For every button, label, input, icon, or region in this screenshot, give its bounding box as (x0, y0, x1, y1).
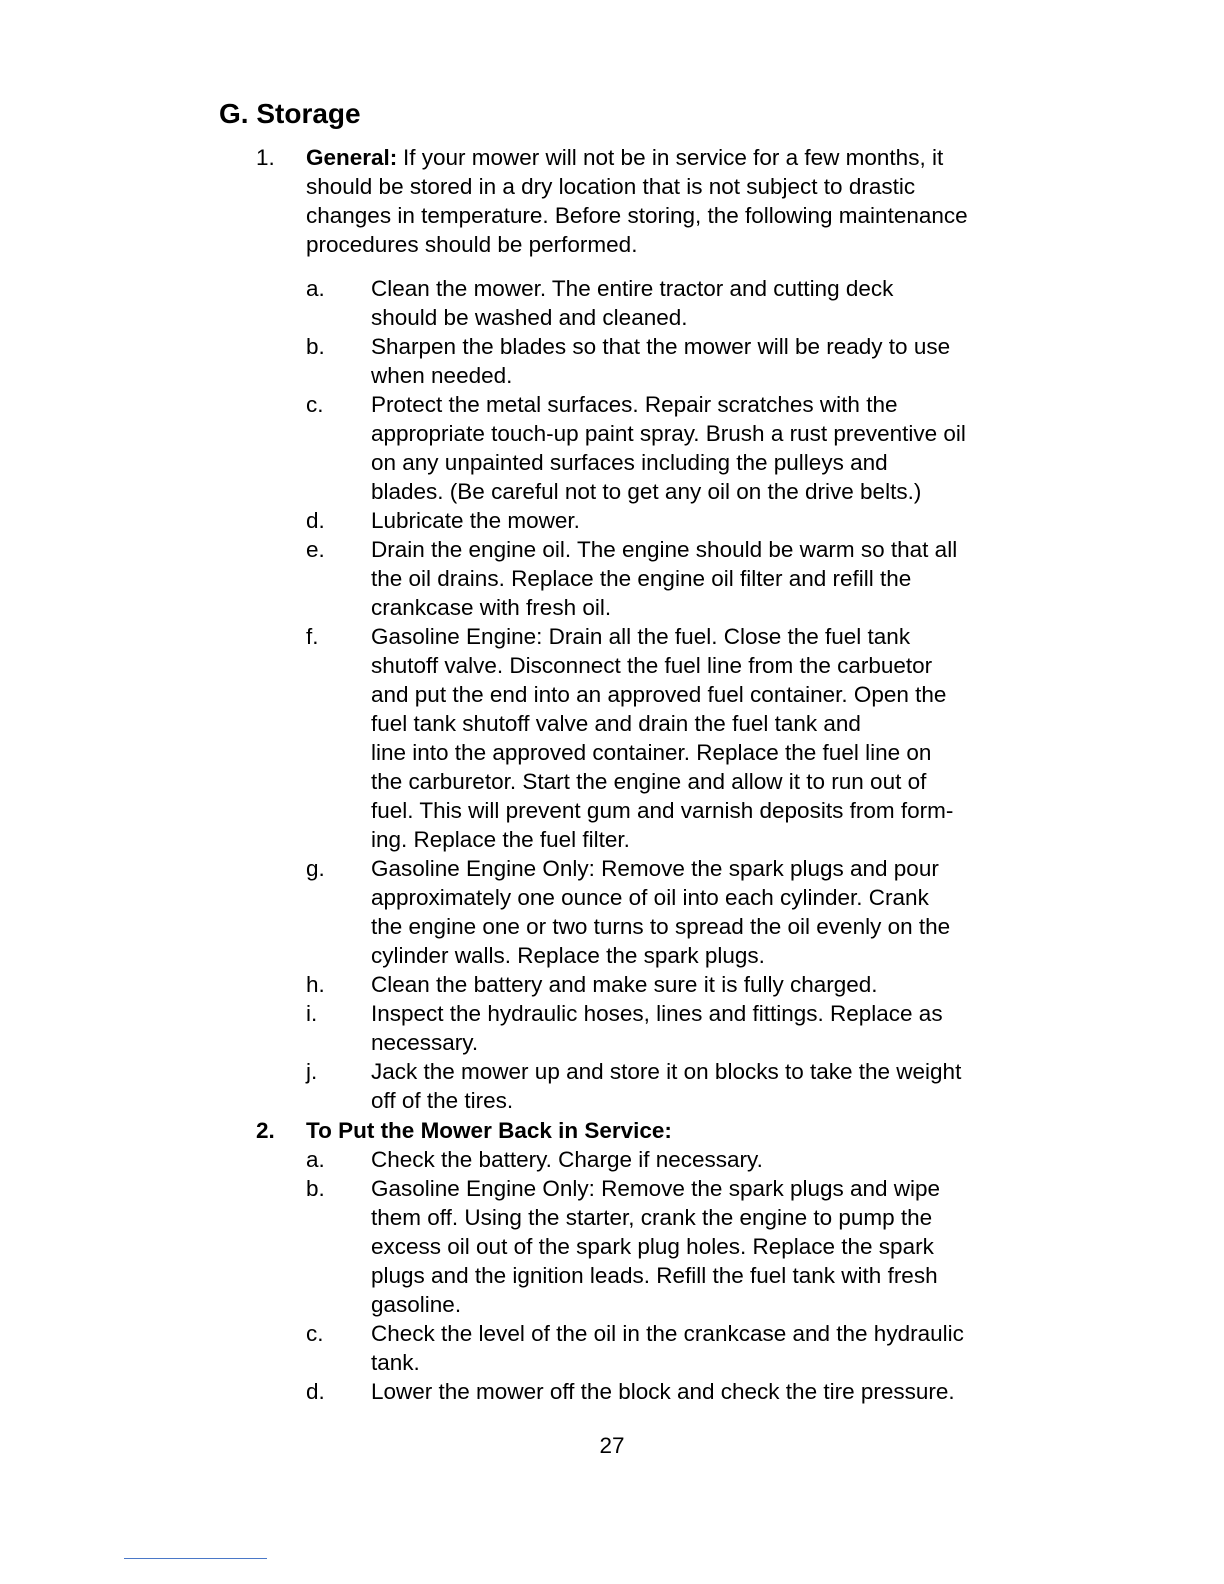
list-item-letter: d. (306, 1379, 325, 1404)
list-item-text: when needed. (371, 363, 513, 388)
list-item-text: Gasoline Engine: Drain all the fuel. Close the fuel tank (371, 624, 911, 649)
list-item-text: appropriate touch-up paint spray. Brush a rust preventive oil (371, 421, 966, 446)
section-1-intro-line: If your mower will not be in service for a few months, it (403, 145, 944, 170)
list-item-letter: c. (306, 392, 324, 417)
list-item-text: fuel tank shutoff valve and drain the fuel tank and (371, 711, 861, 736)
list-item-text: excess oil out of the spark plug holes. Replace the spark (371, 1234, 934, 1259)
list-item-letter: i. (306, 1001, 318, 1026)
list-item-text: crankcase with fresh oil. (371, 595, 612, 620)
list-item-text: Gasoline Engine Only: Remove the spark plugs and pour (371, 856, 939, 881)
list-item-text: approximately one ounce of oil into each cylinder. Crank (371, 885, 929, 910)
list-item-letter: j. (306, 1059, 318, 1084)
list-item-text: Clean the battery and make sure it is fully charged. (371, 972, 878, 997)
list-item-text: tank. (371, 1350, 420, 1375)
list-item-text: on any unpainted surfaces including the pulleys and (371, 450, 888, 475)
list-item-text: gasoline. (371, 1292, 462, 1317)
list-item-text: the engine one or two turns to spread the oil evenly on the (371, 914, 951, 939)
list-item-letter: e. (306, 537, 325, 562)
list-item-text: Lower the mower off the block and check the tire pressure. (371, 1379, 955, 1404)
list-item-text: the oil drains. Replace the engine oil filter and refill the (371, 566, 912, 591)
list-item-text: Check the battery. Charge if necessary. (371, 1147, 763, 1172)
section-1-label: General: (306, 145, 398, 170)
list-item-text: Jack the mower up and store it on blocks to take the weight (371, 1059, 962, 1084)
list-item-text: Gasoline Engine Only: Remove the spark plugs and wipe (371, 1176, 941, 1201)
list-item-text: Protect the metal surfaces. Repair scratches with the (371, 392, 898, 417)
list-item-text: fuel. This will prevent gum and varnish deposits from form- (371, 798, 954, 823)
list-item-text: Clean the mower. The entire tractor and cutting deck (371, 276, 894, 301)
section-1-intro-line: procedures should be performed. (306, 232, 638, 257)
section-heading: G. Storage (219, 98, 361, 129)
list-item-text: line into the approved container. Replace the fuel line on (371, 740, 932, 765)
list-item-text: necessary. (371, 1030, 479, 1055)
list-item-text: the carburetor. Start the engine and allow it to run out of (371, 769, 927, 794)
list-item-letter: h. (306, 972, 325, 997)
list-item-text: cylinder walls. Replace the spark plugs. (371, 943, 765, 968)
list-item-text: should be washed and cleaned. (371, 305, 688, 330)
section-1-intro-line: should be stored in a dry location that is not subject to drastic (306, 174, 916, 199)
section-2-label: To Put the Mower Back in Service: (306, 1118, 672, 1143)
list-item-text: Drain the engine oil. The engine should be warm so that all (371, 537, 958, 562)
section-2-number: 2. (256, 1118, 275, 1143)
list-item-text: Sharpen the blades so that the mower will be ready to use (371, 334, 951, 359)
list-item-text: blades. (Be careful not to get any oil on the drive belts.) (371, 479, 922, 504)
list-item-text: them off. Using the starter, crank the engine to pump the (371, 1205, 933, 1230)
list-item-letter: g. (306, 856, 325, 881)
list-item-letter: f. (306, 624, 319, 649)
list-item-letter: c. (306, 1321, 324, 1346)
footer-rule (124, 1558, 267, 1559)
list-item-text: Lubricate the mower. (371, 508, 580, 533)
list-item-letter: b. (306, 334, 325, 359)
list-item-text: shutoff valve. Disconnect the fuel line from the carbuetor (371, 653, 933, 678)
section-1-number: 1. (256, 145, 275, 170)
list-item-letter: a. (306, 1147, 325, 1172)
list-item-text: Inspect the hydraulic hoses, lines and fittings. Replace as (371, 1001, 943, 1026)
list-item-letter: a. (306, 276, 325, 301)
list-item-letter: b. (306, 1176, 325, 1201)
list-item-text: off of the tires. (371, 1088, 514, 1113)
list-item-text: Check the level of the oil in the crankcase and the hydraulic (371, 1321, 964, 1346)
section-1-intro-line: changes in temperature. Before storing, the following maintenance (306, 203, 968, 228)
list-item-text: plugs and the ignition leads. Refill the fuel tank with fresh (371, 1263, 938, 1288)
list-item-text: and put the end into an approved fuel container. Open the (371, 682, 947, 707)
list-item-text: ing. Replace the fuel filter. (371, 827, 630, 852)
page-number: 27 (599, 1433, 625, 1458)
list-item-letter: d. (306, 508, 325, 533)
